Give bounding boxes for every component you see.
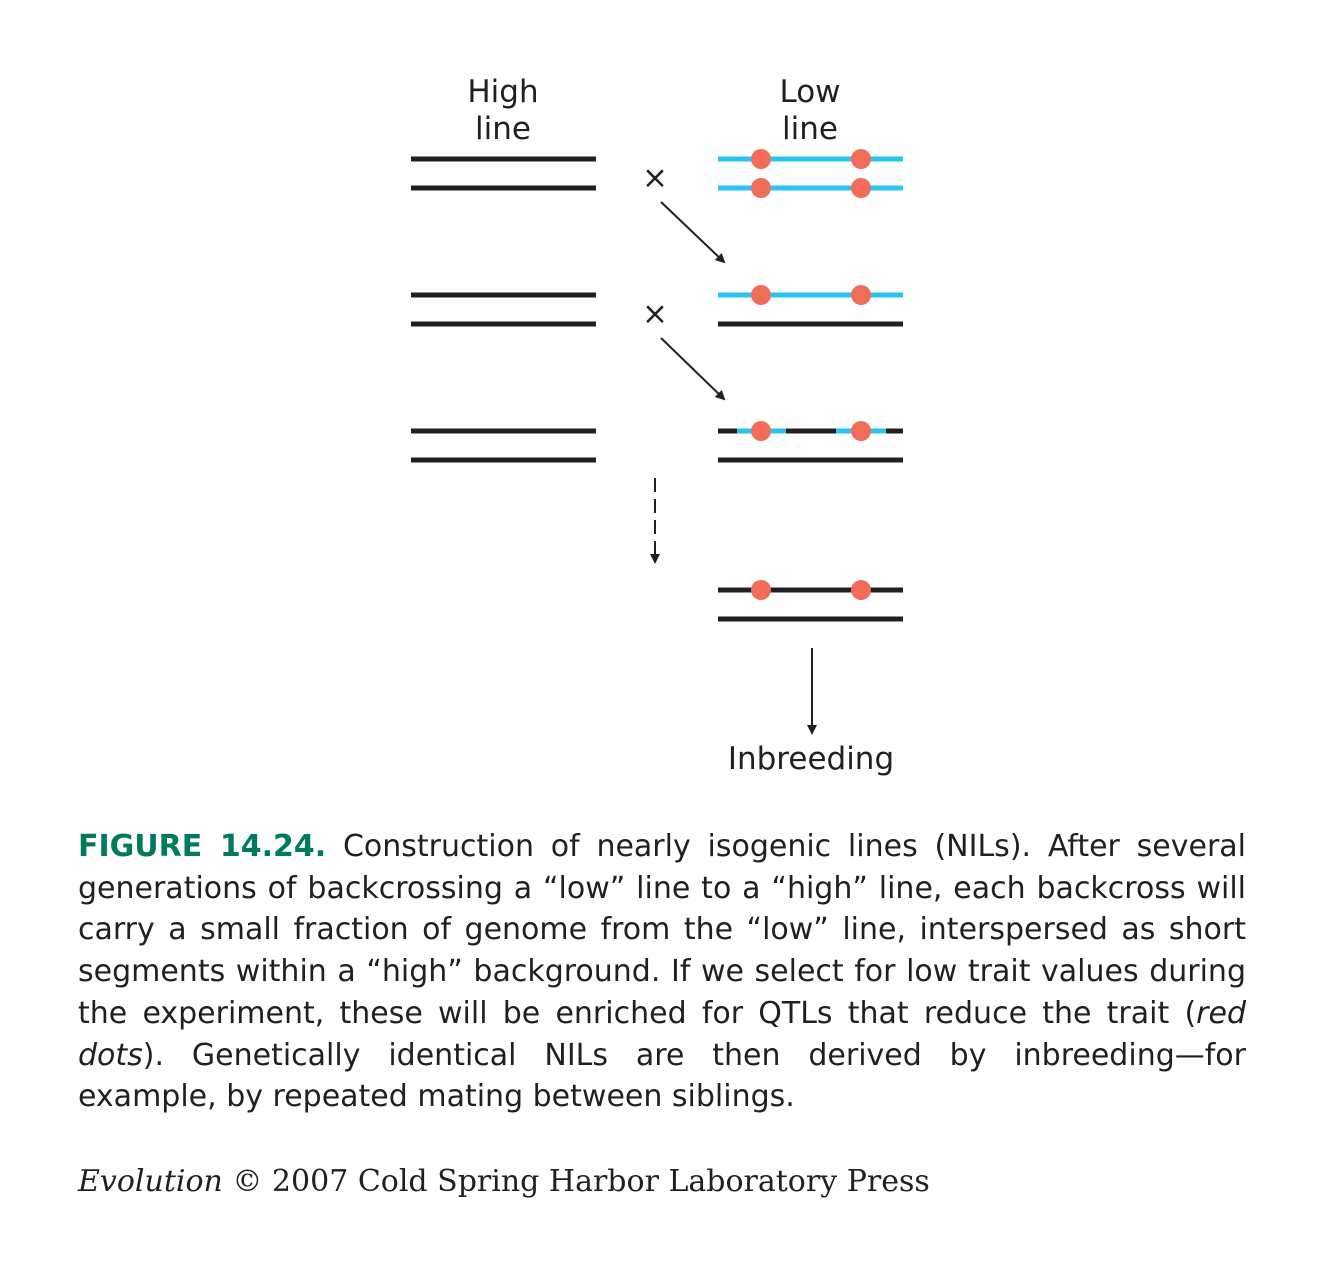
arrow-2 — [661, 338, 724, 399]
qtl-dot — [851, 421, 871, 441]
cross-symbol-1: × — [642, 160, 668, 196]
copyright-credit — [78, 1164, 930, 1199]
arrow-1 — [661, 202, 724, 262]
qtl-dot — [751, 285, 771, 305]
caption-italic-text: red dots — [78, 995, 1246, 1073]
cross-symbol-2: × — [642, 296, 668, 332]
qtl-dot — [851, 580, 871, 600]
book-title: Evolution — [78, 1164, 223, 1199]
figure-caption — [78, 826, 1246, 1118]
qtl-dot — [851, 149, 871, 169]
high-line-label-2: line — [475, 111, 531, 147]
qtl-dot — [851, 178, 871, 198]
high-line-label-1: High — [467, 74, 539, 110]
caption-text-2: ). Genetically identical NILs are then derived by inbreeding—for example, by repeated mating between siblings. — [78, 1037, 1246, 1115]
qtl-dot — [851, 285, 871, 305]
inbreeding-label: Inbreeding — [727, 741, 895, 777]
qtl-dot — [751, 421, 771, 441]
qtl-dot — [751, 178, 771, 198]
qtl-dot — [751, 149, 771, 169]
qtl-dot — [751, 580, 771, 600]
low-line-label-1: Low — [779, 74, 841, 110]
credit-text: © 2007 Cold Spring Harbor Laboratory Press — [222, 1164, 930, 1199]
caption-text-1: Construction of nearly isogenic lines (NILs). After several generations of backcrossing a “low” line to a “high” line, each backcross will carry a small fraction of genome from the “low” line, interspersed as short segments within a “high” background. If we select for low trait values during the experiment, these will be enriched for QTLs that reduce the trait ( — [78, 829, 1246, 1031]
figure-label: FIGURE 14.24. — [78, 829, 327, 864]
low-line-label-2: line — [782, 111, 838, 147]
